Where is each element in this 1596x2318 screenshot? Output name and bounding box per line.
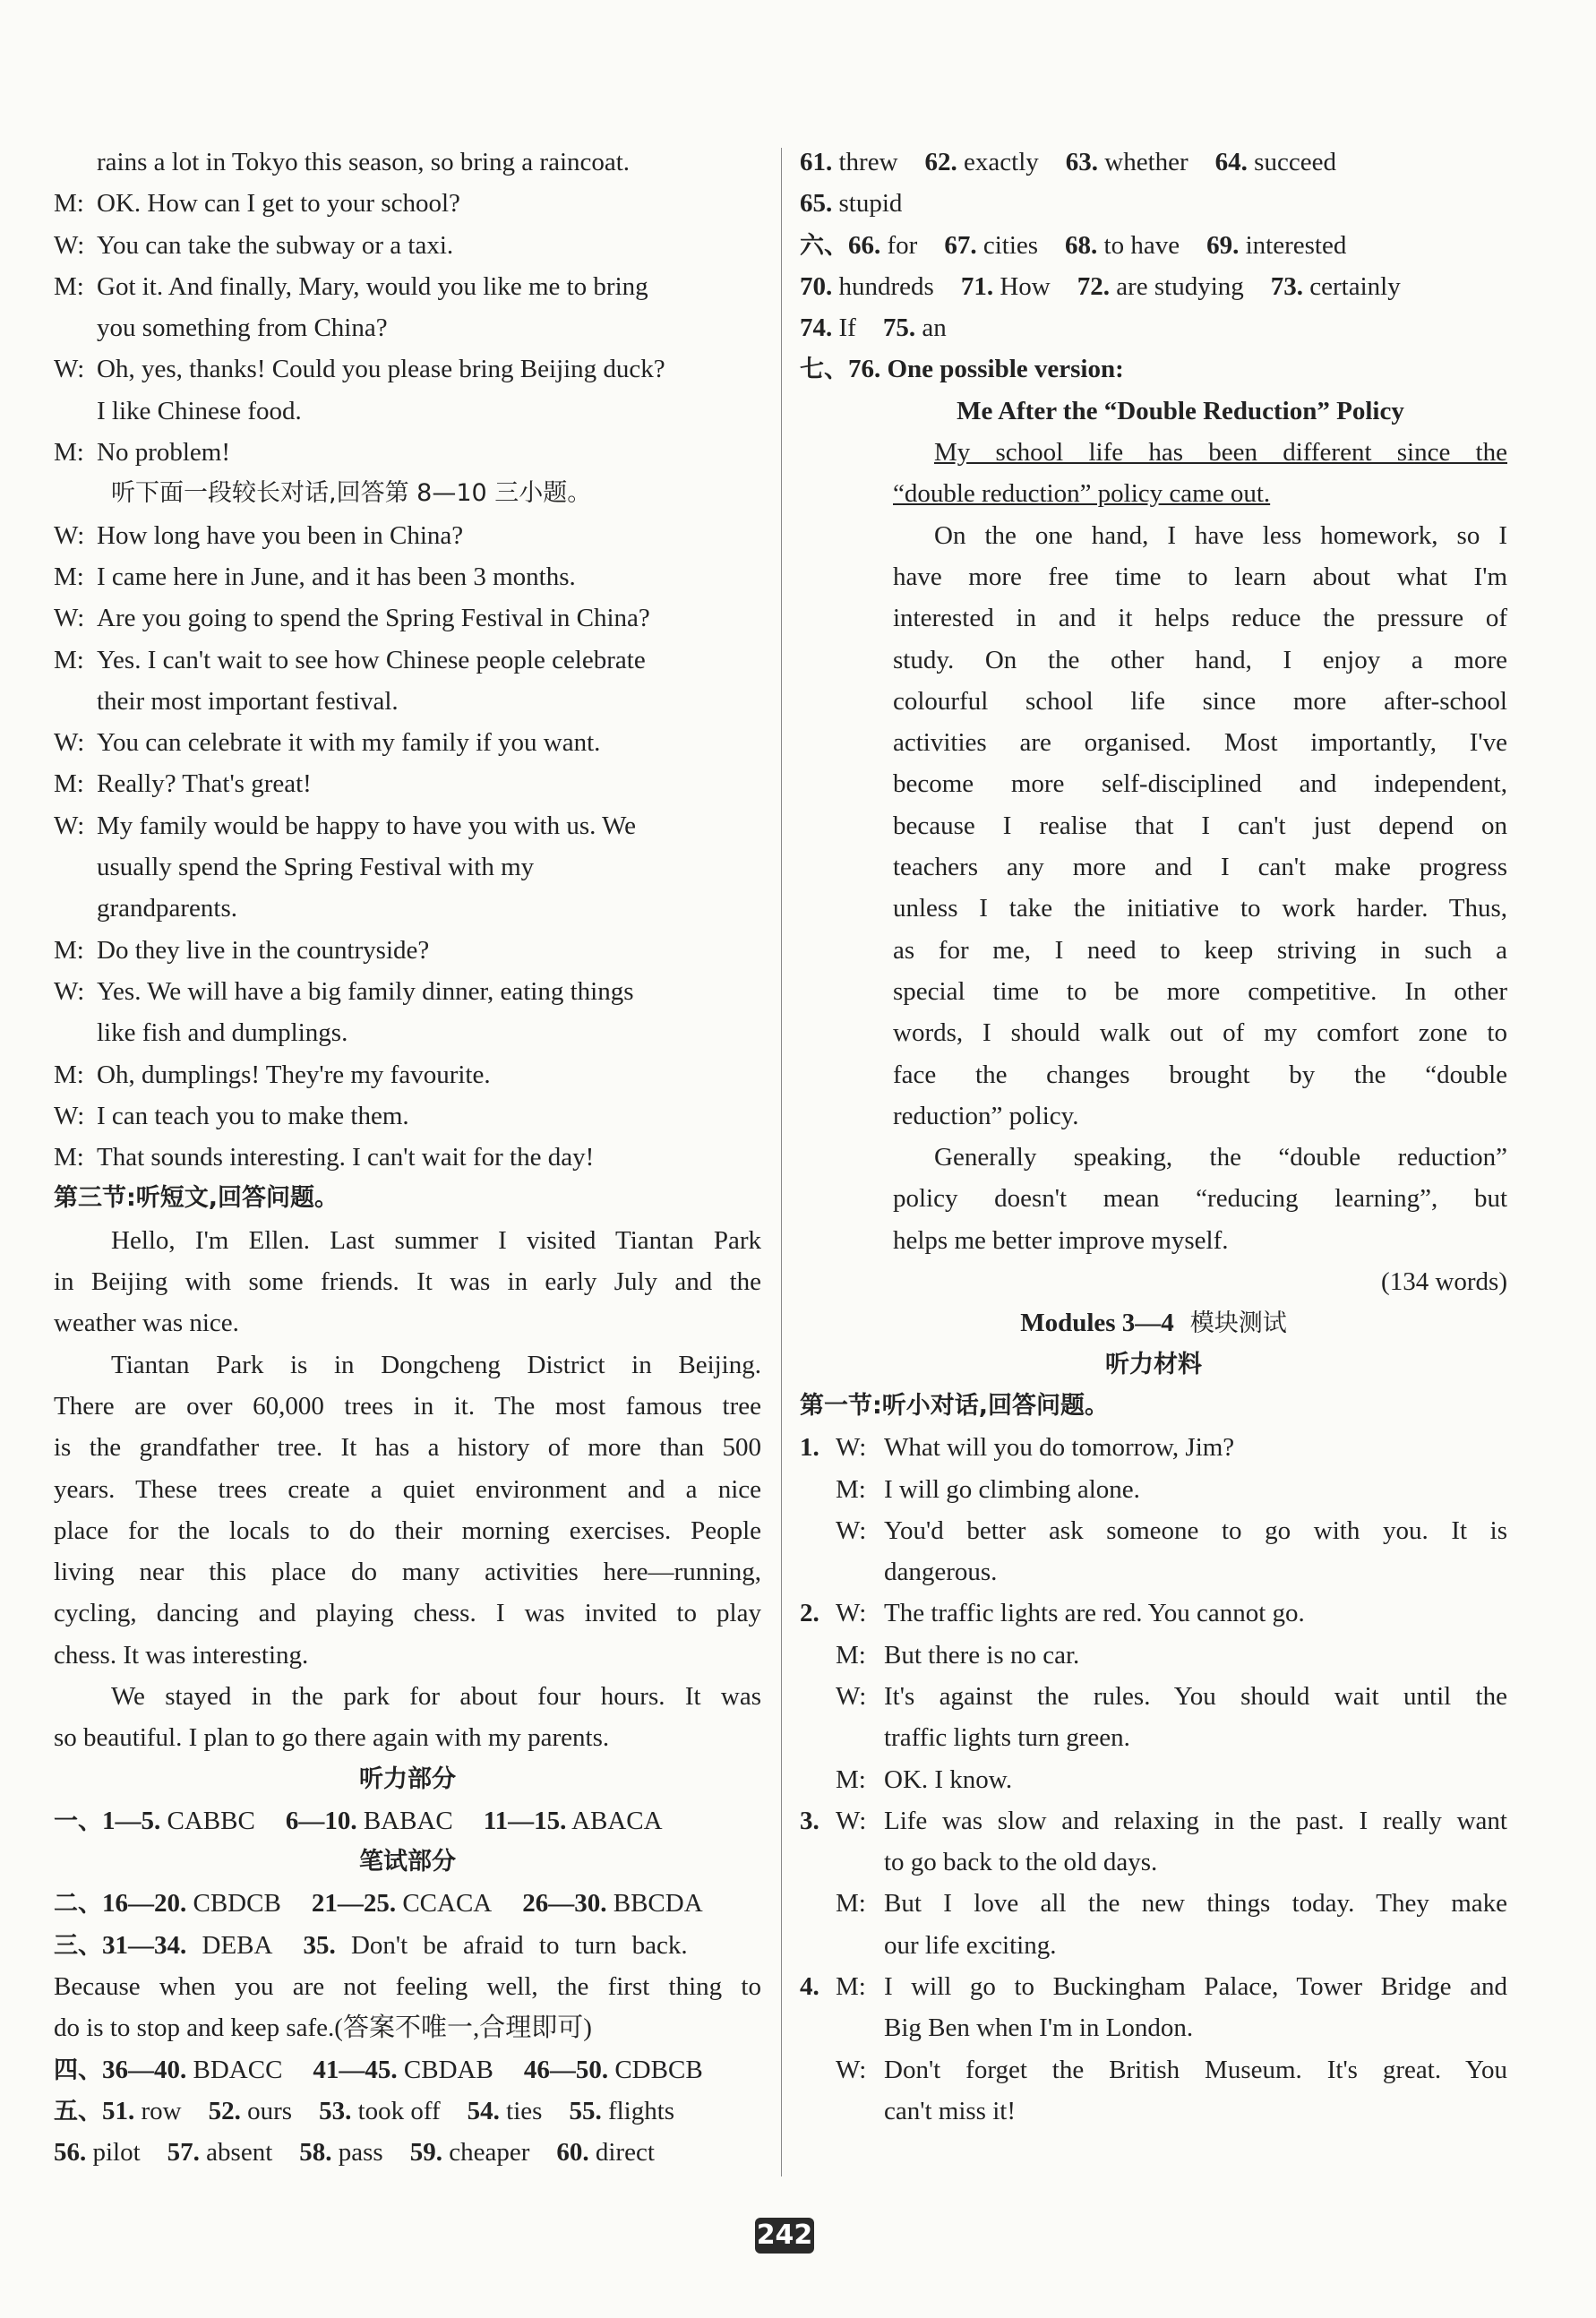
dialog-line bbox=[800, 1551, 1507, 1593]
dialog-line bbox=[54, 1137, 761, 1178]
dialog-line bbox=[800, 1469, 1507, 1510]
dialog-text: dangerous. bbox=[884, 1558, 998, 1587]
dialog-text: Big Ben when I'm in London. bbox=[884, 2013, 1194, 2043]
dialog-line bbox=[54, 391, 761, 432]
module-title-cn: 模块测试 bbox=[1189, 1309, 1287, 1338]
essay-line: study. On the other hand, I enjoy a more bbox=[893, 645, 1507, 674]
question-number bbox=[800, 1717, 836, 1758]
passage-line: so beautiful. I plan to go there again with my parents. bbox=[54, 1723, 610, 1753]
speaker-label: W: bbox=[836, 2055, 867, 2084]
answer-number: 70. bbox=[800, 271, 833, 301]
answer-value: cities bbox=[982, 230, 1039, 260]
answer-number: 53. bbox=[319, 2096, 352, 2125]
speaker-label: W: bbox=[54, 728, 85, 758]
dialog-line bbox=[54, 971, 761, 1012]
answer-value: CBDAB bbox=[403, 2055, 493, 2084]
answer-value: direct bbox=[595, 2138, 655, 2168]
passage-line: Hello, I'm Ellen. Last summer I visited Tiantan Park bbox=[111, 1225, 761, 1255]
answer-value: CDBCB bbox=[614, 2055, 703, 2084]
speaker-label: M: bbox=[836, 1640, 866, 1670]
dialog-text: like fish and dumplings. bbox=[97, 1018, 348, 1048]
answer-number: 36—40. bbox=[102, 2055, 187, 2084]
question-number: 1. bbox=[800, 1433, 819, 1463]
answer-value: are studying bbox=[1116, 271, 1244, 301]
dialog-line bbox=[800, 1593, 1507, 1634]
answer-value: ABACA bbox=[571, 1806, 663, 1835]
answer-number: 11—15. bbox=[483, 1806, 567, 1835]
dialog-line bbox=[54, 183, 761, 224]
dialog-text: rains a lot in Tokyo this season, so bring a raincoat. bbox=[97, 148, 631, 176]
answer-value: flights bbox=[607, 2096, 675, 2125]
dialog-line bbox=[800, 1800, 1507, 1842]
passage-line: weather was nice. bbox=[54, 1309, 239, 1338]
answer-number: 60. bbox=[556, 2138, 589, 2168]
passage-line: chess. It was interesting. bbox=[54, 1640, 309, 1670]
answer-number: 56. bbox=[54, 2138, 87, 2168]
page-number: 242 bbox=[755, 2218, 814, 2254]
answer-number: 73. bbox=[1270, 271, 1304, 301]
answer-number: 51. bbox=[102, 2096, 135, 2125]
essay-line: special time to be more competitive. In other bbox=[893, 976, 1507, 1006]
answer-value: for bbox=[887, 230, 918, 260]
answer-value: hundreds bbox=[838, 271, 934, 301]
answer-line bbox=[54, 2132, 761, 2173]
answer-number: 62. bbox=[924, 148, 957, 176]
speaker-label: W: bbox=[54, 976, 85, 1006]
answer-number: 76. bbox=[848, 355, 881, 384]
essay-line: become more self-disciplined and independent, bbox=[893, 769, 1507, 799]
dialog-text: But I love all the new things today. They make bbox=[884, 1889, 1507, 1919]
dialog-text: usually spend the Spring Festival with my bbox=[97, 853, 535, 882]
dialog-text: It's against the rules. You should wait until the bbox=[884, 1681, 1507, 1711]
answer-value: whether bbox=[1104, 148, 1188, 176]
dialog-text: our life exciting. bbox=[884, 1930, 1057, 1960]
speaker-label: M: bbox=[54, 935, 84, 965]
essay-line: because I realise that I can't just depend on bbox=[893, 811, 1507, 840]
question-number: 2. bbox=[800, 1599, 819, 1628]
speaker-label bbox=[836, 1551, 884, 1593]
dialog-text: What will you do tomorrow, Jim? bbox=[884, 1433, 1235, 1463]
speaker-label: M: bbox=[54, 438, 84, 468]
dialog-line bbox=[54, 225, 761, 266]
dialog-text: Oh, dumplings! They're my favourite. bbox=[97, 1060, 491, 1089]
question-number: 4. bbox=[800, 1972, 819, 2002]
answer-prefix: 三、 bbox=[54, 1931, 102, 1960]
question-number bbox=[800, 2090, 836, 2132]
module-title-en: Modules 3—4 bbox=[1020, 1309, 1174, 1338]
answer-number: 65. bbox=[800, 189, 833, 219]
column-divider bbox=[781, 148, 782, 2176]
dialog-line bbox=[800, 2049, 1507, 2090]
right-column bbox=[800, 142, 1507, 2132]
speaker-label bbox=[836, 2007, 884, 2048]
speaker-label: M: bbox=[54, 1060, 84, 1089]
answer-line bbox=[800, 142, 1507, 183]
question-number bbox=[800, 1842, 836, 1883]
speaker-label bbox=[836, 1925, 884, 1966]
dialog-text: You can take the subway or a taxi. bbox=[97, 230, 454, 260]
answer-prefix: 一、 bbox=[54, 1807, 102, 1835]
speaker-label: W: bbox=[54, 230, 85, 260]
speaker-label: W: bbox=[836, 1515, 867, 1545]
dialog-text: traffic lights turn green. bbox=[884, 1723, 1130, 1753]
answer-number: 69. bbox=[1206, 230, 1240, 260]
answer-value: ties bbox=[506, 2096, 543, 2125]
answer-number: 31—34. bbox=[102, 1930, 187, 1960]
speaker-label: M: bbox=[54, 645, 84, 674]
essay-line: colourful school life since more after-school bbox=[893, 686, 1507, 716]
writing-title: 笔试部分 bbox=[359, 1848, 456, 1876]
passage-line: There are over 60,000 trees in it. The most famous tree bbox=[54, 1391, 761, 1421]
answer-value: DEBA bbox=[202, 1930, 273, 1960]
speaker-label: M: bbox=[54, 189, 84, 219]
essay-line: have more free time to learn about what I'm bbox=[893, 562, 1507, 591]
dialog-line bbox=[54, 805, 761, 846]
speaker-label: M: bbox=[836, 1764, 866, 1794]
dialog-text: you something from China? bbox=[97, 313, 388, 343]
answer-number: 55. bbox=[569, 2096, 602, 2125]
dialog-line bbox=[800, 1883, 1507, 1924]
essay-line: reduction” policy. bbox=[893, 1101, 1079, 1130]
listening-material-title: 听力材料 bbox=[1105, 1350, 1202, 1378]
essay-line: teachers any more and I can't make progress bbox=[893, 853, 1507, 882]
dialog-line bbox=[54, 930, 761, 971]
dialog-line bbox=[800, 1925, 1507, 1966]
dialog-text: Do they live in the countryside? bbox=[97, 935, 430, 965]
essay-line: words, I should walk out of my comfort zone to bbox=[893, 1018, 1507, 1048]
answer-value: stupid bbox=[838, 189, 903, 219]
passage-line: years. These trees create a quiet environment and a nice bbox=[54, 1474, 761, 1504]
essay-underline-text: “double reduction” policy came out. bbox=[893, 479, 1271, 509]
answer-value: If bbox=[838, 313, 856, 343]
answer-value: interested bbox=[1245, 230, 1347, 260]
question-number bbox=[800, 2007, 836, 2048]
dialog-line bbox=[800, 1676, 1507, 1717]
left-column bbox=[54, 142, 761, 2174]
speaker-label: W: bbox=[54, 1101, 85, 1130]
dialog-text: That sounds interesting. I can't wait for the day! bbox=[97, 1143, 595, 1172]
essay-underline-line bbox=[800, 432, 1507, 473]
answer-number: 59. bbox=[409, 2138, 442, 2168]
essay-line: unless I take the initiative to work harder. Thus, bbox=[893, 894, 1507, 923]
dialog-line bbox=[54, 142, 761, 183]
dialog-line bbox=[800, 1510, 1507, 1551]
answer-line bbox=[800, 183, 1507, 224]
dialog-line bbox=[800, 1635, 1507, 1676]
speaker-label: M: bbox=[836, 1474, 866, 1504]
dialog-text: OK. How can I get to your school? bbox=[97, 189, 460, 219]
answer-line bbox=[800, 307, 1507, 348]
answer-number: 58. bbox=[299, 2138, 332, 2168]
dialog-line bbox=[54, 348, 761, 390]
dialog-line bbox=[54, 307, 761, 348]
answer-value: pilot bbox=[92, 2138, 141, 2168]
answer-prefix: 五、 bbox=[54, 2097, 102, 2125]
passage-line: is the grandfather tree. It has a history of more than 500 bbox=[54, 1433, 761, 1463]
passage-line: living near this place do many activities here—running, bbox=[54, 1558, 761, 1587]
question-number bbox=[800, 1759, 836, 1800]
dialog-line bbox=[54, 1012, 761, 1053]
answer-value: pass bbox=[338, 2138, 383, 2168]
answer-value: threw bbox=[838, 148, 898, 176]
answer-number: 74. bbox=[800, 313, 833, 343]
passage-line: Tiantan Park is in Dongcheng District in Beijing. bbox=[111, 1350, 761, 1379]
dialog-line bbox=[54, 515, 761, 556]
answer-value: took off bbox=[357, 2096, 441, 2125]
dialog-line bbox=[54, 597, 761, 639]
answer-number: 72. bbox=[1077, 271, 1110, 301]
answer-continuation: Because when you are not feeling well, the first thing to bbox=[54, 1972, 761, 2002]
dialog-text: can't miss it! bbox=[884, 2096, 1016, 2125]
answer-prefix: 七、 bbox=[800, 356, 848, 384]
answer-value: ours bbox=[247, 2096, 293, 2125]
dialog-line bbox=[54, 846, 761, 888]
question-number bbox=[800, 1551, 836, 1593]
dialog-line bbox=[54, 1054, 761, 1095]
question-number bbox=[800, 1676, 836, 1717]
essay-line: face the changes brought by the “double bbox=[893, 1060, 1507, 1089]
dialog-text: You can celebrate it with my family if you want. bbox=[97, 728, 601, 758]
speaker-label: W: bbox=[54, 604, 85, 633]
speaker-label: M: bbox=[54, 562, 84, 591]
answer-value: BDACC bbox=[193, 2055, 283, 2084]
answer-number: 63. bbox=[1065, 148, 1099, 176]
dialog-text: Life was slow and relaxing in the past. I really want bbox=[884, 1806, 1507, 1835]
dialog-line bbox=[54, 266, 761, 307]
answer-value: absent bbox=[206, 2138, 273, 2168]
answer-number: 52. bbox=[208, 2096, 241, 2125]
answer-number: 68. bbox=[1065, 230, 1098, 260]
dialog-text: The traffic lights are red. You cannot go. bbox=[884, 1599, 1305, 1628]
answer-continuation: do is to stop and keep safe.(答案不唯一,合理即可) bbox=[54, 2013, 592, 2043]
speaker-label: W: bbox=[836, 1433, 867, 1463]
dialog-line bbox=[800, 1427, 1507, 1468]
dialog-intro: 听下面一段较长对话,回答第 8—10 三小题。 bbox=[111, 479, 592, 508]
question-number bbox=[800, 1635, 836, 1676]
speaker-label: W: bbox=[54, 811, 85, 840]
module-title bbox=[800, 1302, 1507, 1344]
dialog-text: Yes. I can't wait to see how Chinese people celebrate bbox=[97, 645, 646, 674]
question-number: 3. bbox=[800, 1806, 819, 1835]
passage-line: We stayed in the park for about four hours. It was bbox=[111, 1681, 761, 1711]
speaker-label: M: bbox=[836, 1972, 866, 2002]
answer-value: How bbox=[1000, 271, 1051, 301]
dialog-text: I will go climbing alone. bbox=[884, 1474, 1140, 1504]
question-number bbox=[800, 1883, 836, 1924]
answer-number: 1—5. bbox=[102, 1806, 161, 1835]
answer-line bbox=[800, 266, 1507, 307]
answer-value: CCACA bbox=[402, 1889, 493, 1919]
dialog-line bbox=[54, 722, 761, 763]
word-count: (134 words) bbox=[1381, 1267, 1507, 1297]
answer-value: CBDCB bbox=[193, 1889, 281, 1919]
essay-line: interested in and it helps reduce the pressure of bbox=[893, 604, 1507, 633]
essay-underline-line bbox=[800, 473, 1507, 514]
answer-number: 41—45. bbox=[313, 2055, 398, 2084]
answer-value: succeed bbox=[1254, 148, 1336, 176]
passage-line: cycling, dancing and playing chess. I was invited to play bbox=[54, 1599, 761, 1628]
answer-value: exactly bbox=[964, 148, 1039, 176]
dialog-text: No problem! bbox=[97, 438, 230, 468]
dialog-line bbox=[54, 556, 761, 597]
dialog-text: Got it. And finally, Mary, would you like me to bring bbox=[97, 271, 648, 301]
speaker-label: M: bbox=[54, 1143, 84, 1172]
speaker-label: W: bbox=[836, 1681, 867, 1711]
dialog-text: Oh, yes, thanks! Could you please bring Beijing duck? bbox=[97, 355, 665, 384]
dialog-line bbox=[54, 763, 761, 804]
answer-value: to have bbox=[1103, 230, 1180, 260]
speaker-label: W: bbox=[54, 520, 85, 550]
dialog-line bbox=[54, 432, 761, 473]
dialog-text: Really? That's great! bbox=[97, 769, 312, 799]
dialog-text: You'd better ask someone to go with you. It is bbox=[884, 1515, 1507, 1545]
dialog-line bbox=[800, 2007, 1507, 2048]
answer-number: 26—30. bbox=[522, 1889, 607, 1919]
answer-prefix: 四、 bbox=[54, 2056, 102, 2084]
dialog-text: I came here in June, and it has been 3 months. bbox=[97, 562, 576, 591]
question-number bbox=[800, 1925, 836, 1966]
section-heading: 第三节:听短文,回答问题。 bbox=[54, 1184, 339, 1213]
speaker-label: W: bbox=[836, 1806, 867, 1835]
essay-line: helps me better improve myself. bbox=[893, 1225, 1229, 1255]
dialog-text: their most important festival. bbox=[97, 686, 399, 716]
answer-line bbox=[800, 348, 1507, 390]
dialog-line bbox=[54, 1095, 761, 1137]
answer-line bbox=[54, 1883, 761, 1924]
answer-value: CABBC bbox=[167, 1806, 255, 1835]
dialog-text: How long have you been in China? bbox=[97, 520, 464, 550]
dialog-line bbox=[54, 681, 761, 722]
question-number bbox=[800, 2049, 836, 2090]
answer-number: 71. bbox=[960, 271, 994, 301]
answer-prefix: 二、 bbox=[54, 1890, 102, 1919]
answer-line bbox=[54, 2090, 761, 2132]
answer-value: BABAC bbox=[363, 1806, 453, 1835]
answer-number: 75. bbox=[882, 313, 916, 343]
answer-value: row bbox=[141, 2096, 182, 2125]
answer-number: 66. bbox=[848, 230, 881, 260]
essay-line: as for me, I need to keep striving in such a bbox=[893, 935, 1507, 965]
dialog-text: I can teach you to make them. bbox=[97, 1101, 409, 1130]
dialog-text: OK. I know. bbox=[884, 1764, 1013, 1794]
answer-value: Don't be afraid to turn back. bbox=[350, 1930, 688, 1960]
answer-value: an bbox=[922, 313, 947, 343]
essay-line: policy doesn't mean “reducing learning”, but bbox=[893, 1184, 1507, 1214]
answer-number: 35. bbox=[303, 1930, 336, 1960]
answer-line bbox=[800, 225, 1507, 266]
answer-line bbox=[54, 1800, 761, 1842]
essay-line: On the one hand, I have less homework, so I bbox=[934, 520, 1507, 550]
essay-title: Me After the “Double Reduction” Policy bbox=[957, 396, 1404, 425]
dialog-text: I like Chinese food. bbox=[97, 396, 302, 425]
speaker-label: M: bbox=[836, 1889, 866, 1919]
speaker-label: W: bbox=[836, 1599, 867, 1628]
answer-number: 21—25. bbox=[311, 1889, 397, 1919]
dialog-text: My family would be happy to have you with us. We bbox=[97, 811, 637, 840]
answer-number: 6—10. bbox=[285, 1806, 357, 1835]
dialog-text: to go back to the old days. bbox=[884, 1848, 1158, 1877]
dialog-line bbox=[800, 1759, 1507, 1800]
answer-number: 57. bbox=[167, 2138, 200, 2168]
speaker-label: W: bbox=[54, 355, 85, 384]
question-number bbox=[800, 1469, 836, 1510]
dialog-text: grandparents. bbox=[97, 894, 238, 923]
answer-number: 61. bbox=[800, 148, 833, 176]
dialog-line bbox=[54, 888, 761, 929]
answer-value: BBCDA bbox=[613, 1889, 703, 1919]
answer-number: 67. bbox=[944, 230, 977, 260]
answer-number: 54. bbox=[467, 2096, 500, 2125]
answer-value: certainly bbox=[1309, 271, 1401, 301]
essay-line: Generally speaking, the “double reduction” bbox=[934, 1143, 1507, 1172]
dialog-text: Are you going to spend the Spring Festival in China? bbox=[97, 604, 650, 633]
dialog-text: Yes. We will have a big family dinner, eating things bbox=[97, 976, 634, 1006]
passage-line: in Beijing with some friends. It was in early July and the bbox=[54, 1267, 761, 1297]
answer-line bbox=[54, 2049, 761, 2090]
speaker-label bbox=[836, 2090, 884, 2132]
dialog-text: But there is no car. bbox=[884, 1640, 1080, 1670]
dialog-text: I will go to Buckingham Palace, Tower Bridge and bbox=[884, 1972, 1507, 2002]
dialog-line bbox=[800, 1966, 1507, 2007]
section-heading: 第一节:听小对话,回答问题。 bbox=[800, 1391, 1110, 1420]
answer-number: 64. bbox=[1214, 148, 1248, 176]
question-number bbox=[800, 1510, 836, 1551]
passage-line: place for the locals to do their morning exercises. People bbox=[54, 1515, 761, 1545]
dialog-line bbox=[800, 1717, 1507, 1758]
answer-number: 16—20. bbox=[102, 1889, 187, 1919]
essay-underline-text: My school life has been different since the bbox=[934, 438, 1507, 468]
speaker-label bbox=[836, 1717, 884, 1758]
answer-label: One possible version: bbox=[887, 355, 1124, 384]
dialog-line bbox=[800, 2090, 1507, 2132]
dialog-line bbox=[54, 640, 761, 681]
answer-number: 46—50. bbox=[523, 2055, 609, 2084]
listening-title: 听力部分 bbox=[359, 1764, 456, 1793]
speaker-label: M: bbox=[54, 769, 84, 799]
essay-line: activities are organised. Most importantly, I've bbox=[893, 728, 1507, 758]
answer-line bbox=[54, 1925, 761, 1966]
dialog-text: Don't forget the British Museum. It's great. You bbox=[884, 2055, 1507, 2084]
speaker-label: M: bbox=[54, 271, 84, 301]
answer-value: cheaper bbox=[449, 2138, 530, 2168]
speaker-label bbox=[836, 1842, 884, 1883]
answer-prefix: 六、 bbox=[800, 231, 848, 260]
dialog-line bbox=[800, 1842, 1507, 1883]
